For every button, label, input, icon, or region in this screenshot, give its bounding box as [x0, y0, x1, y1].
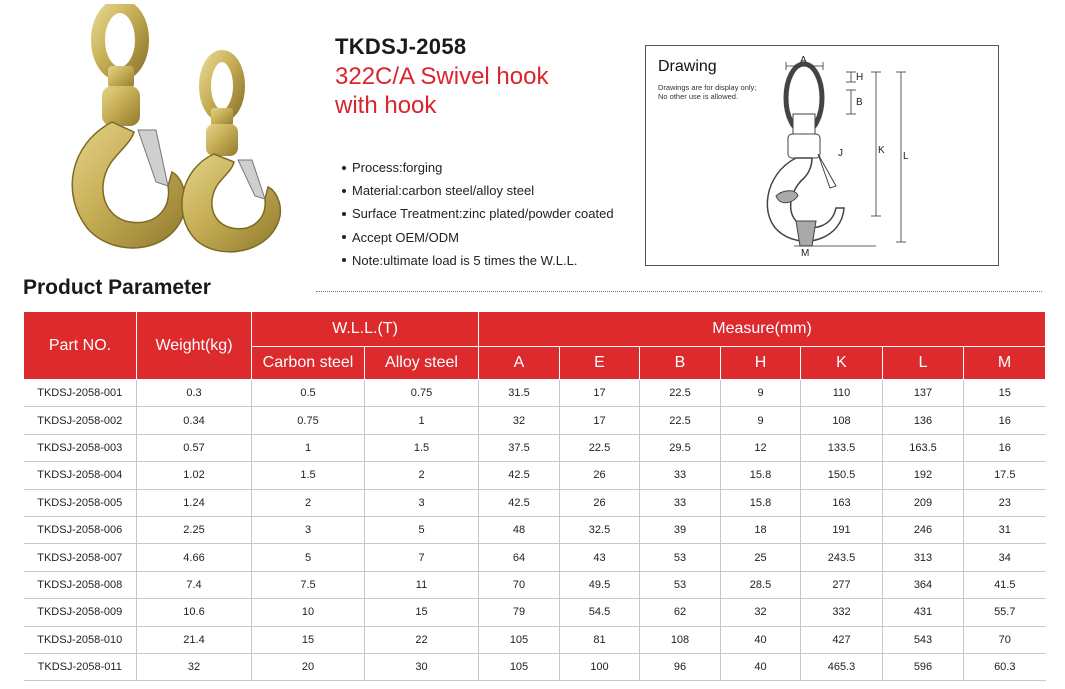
- feature-text: Material:carbon steel/alloy steel: [352, 183, 535, 199]
- table-cell: 110: [801, 380, 883, 407]
- table-row: [24, 653, 1046, 680]
- part-number-cell: TKDSJ-2058-001: [24, 380, 137, 407]
- table-cell: 37.5: [479, 434, 560, 461]
- table-cell: 40: [721, 626, 801, 653]
- header-dim-h: H: [721, 347, 801, 380]
- table-cell: 15: [252, 626, 365, 653]
- bullet-icon: [342, 258, 346, 262]
- table-row: [24, 571, 1046, 598]
- table-cell: 4.66: [137, 544, 252, 571]
- table-cell: 21.4: [137, 626, 252, 653]
- table-cell: 7.5: [252, 571, 365, 598]
- table-cell: 364: [883, 571, 964, 598]
- header-alloy-steel: Alloy steel: [365, 347, 479, 380]
- part-number-cell: TKDSJ-2058-009: [24, 599, 137, 626]
- table-cell: 1.5: [365, 434, 479, 461]
- table-cell: 42.5: [479, 462, 560, 489]
- table-cell: 0.34: [137, 407, 252, 434]
- table-cell: 1.02: [137, 462, 252, 489]
- table-cell: 33: [640, 462, 721, 489]
- parameter-table: [23, 311, 1046, 681]
- header-measure: Measure(mm): [479, 312, 1046, 347]
- header-dim-b: B: [640, 347, 721, 380]
- table-cell: 15: [365, 599, 479, 626]
- table-cell: 427: [801, 626, 883, 653]
- header-part-no: Part NO.: [24, 312, 137, 380]
- header-wll: W.L.L.(T): [252, 312, 479, 347]
- feature-item: [340, 156, 614, 179]
- table-cell: 12: [721, 434, 801, 461]
- part-number-cell: TKDSJ-2058-002: [24, 407, 137, 434]
- table-cell: 9: [721, 407, 801, 434]
- table-cell: 137: [883, 380, 964, 407]
- table-cell: 105: [479, 626, 560, 653]
- table-cell: 10.6: [137, 599, 252, 626]
- table-cell: 39: [640, 516, 721, 543]
- table-cell: 246: [883, 516, 964, 543]
- feature-text: Process:forging: [352, 160, 443, 175]
- table-cell: 209: [883, 489, 964, 516]
- table-cell: 43: [560, 544, 640, 571]
- table-cell: 15.8: [721, 462, 801, 489]
- feature-text: Surface Treatment:zinc plated/powder coated: [352, 206, 614, 222]
- table-cell: 54.5: [560, 599, 640, 626]
- table-cell: 136: [883, 407, 964, 434]
- part-number-cell: TKDSJ-2058-003: [24, 434, 137, 461]
- dim-label-m: M: [801, 248, 810, 259]
- table-cell: 30: [365, 653, 479, 680]
- table-cell: 60.3: [964, 653, 1046, 680]
- table-cell: 53: [640, 544, 721, 571]
- table-cell: 17: [560, 380, 640, 407]
- table-cell: 0.75: [365, 380, 479, 407]
- table-cell: 243.5: [801, 544, 883, 571]
- table-cell: 0.75: [252, 407, 365, 434]
- feature-item: [340, 249, 614, 272]
- table-cell: 15: [964, 380, 1046, 407]
- table-cell: 1.5: [252, 462, 365, 489]
- bullet-icon: [342, 212, 346, 216]
- table-row: [24, 407, 1046, 434]
- table-row: [24, 599, 1046, 626]
- table-cell: 9: [721, 380, 801, 407]
- bullet-icon: [342, 189, 346, 193]
- table-cell: 29.5: [640, 434, 721, 461]
- table-cell: 26: [560, 489, 640, 516]
- header-weight: Weight(kg): [137, 312, 252, 380]
- bullet-icon: [342, 166, 346, 170]
- table-cell: 10: [252, 599, 365, 626]
- table-row: [24, 516, 1046, 543]
- table-cell: 70: [964, 626, 1046, 653]
- table-cell: 16: [964, 407, 1046, 434]
- table-row: [24, 380, 1046, 407]
- table-cell: 11: [365, 571, 479, 598]
- section-title: Product Parameter: [23, 276, 211, 299]
- model-number: TKDSJ-2058: [335, 34, 467, 59]
- table-cell: 596: [883, 653, 964, 680]
- table-cell: 108: [640, 626, 721, 653]
- header-dim-k: K: [801, 347, 883, 380]
- table-cell: 31.5: [479, 380, 560, 407]
- table-cell: 3: [365, 489, 479, 516]
- table-cell: 25: [721, 544, 801, 571]
- table-cell: 34: [964, 544, 1046, 571]
- product-photo: [60, 4, 305, 266]
- table-cell: 79: [479, 599, 560, 626]
- table-cell: 1.24: [137, 489, 252, 516]
- table-cell: 62: [640, 599, 721, 626]
- table-cell: 2.25: [137, 516, 252, 543]
- feature-text: Accept OEM/ODM: [352, 229, 459, 245]
- table-cell: 22.5: [640, 380, 721, 407]
- dim-label-h: H: [856, 72, 864, 83]
- table-cell: 100: [560, 653, 640, 680]
- drawing-note: No other use is allowed.: [658, 92, 739, 101]
- table-cell: 42.5: [479, 489, 560, 516]
- feature-item: [340, 226, 614, 249]
- feature-list: [340, 156, 614, 272]
- table-cell: 32.5: [560, 516, 640, 543]
- table-cell: 28.5: [721, 571, 801, 598]
- table-cell: 17: [560, 407, 640, 434]
- dim-label-k: K: [878, 145, 885, 156]
- table-cell: 465.3: [801, 653, 883, 680]
- table-cell: 32: [137, 653, 252, 680]
- table-cell: 1: [252, 434, 365, 461]
- table-cell: 22.5: [560, 434, 640, 461]
- table-cell: 81: [560, 626, 640, 653]
- dim-label-b: B: [856, 97, 863, 108]
- technical-drawing: [645, 45, 999, 266]
- table-row: [24, 544, 1046, 571]
- drawing-note: Drawings are for display only;: [658, 83, 757, 92]
- small-hook-image: [182, 56, 280, 252]
- table-cell: 108: [801, 407, 883, 434]
- table-cell: 3: [252, 516, 365, 543]
- table-cell: 150.5: [801, 462, 883, 489]
- table-cell: 2: [365, 462, 479, 489]
- header-dim-l: L: [883, 347, 964, 380]
- table-cell: 64: [479, 544, 560, 571]
- table-cell: 313: [883, 544, 964, 571]
- table-cell: 0.3: [137, 380, 252, 407]
- table-cell: 7: [365, 544, 479, 571]
- product-title-line1: 322C/A Swivel hook: [335, 63, 549, 90]
- table-cell: 48: [479, 516, 560, 543]
- table-cell: 23: [964, 489, 1046, 516]
- table-cell: 133.5: [801, 434, 883, 461]
- table-cell: 32: [721, 599, 801, 626]
- dim-label-l: L: [903, 151, 909, 162]
- drawing-title: Drawing: [658, 58, 717, 75]
- table-cell: 7.4: [137, 571, 252, 598]
- table-cell: 40: [721, 653, 801, 680]
- table-cell: 2: [252, 489, 365, 516]
- part-number-cell: TKDSJ-2058-004: [24, 462, 137, 489]
- table-cell: 53: [640, 571, 721, 598]
- table-row: [24, 434, 1046, 461]
- feature-item: [340, 202, 614, 225]
- table-cell: 431: [883, 599, 964, 626]
- part-number-cell: TKDSJ-2058-010: [24, 626, 137, 653]
- large-hook-image: [72, 6, 185, 248]
- table-cell: 163: [801, 489, 883, 516]
- table-row: [24, 626, 1046, 653]
- table-cell: 18: [721, 516, 801, 543]
- table-cell: 16: [964, 434, 1046, 461]
- product-title: [335, 62, 548, 120]
- table-cell: 49.5: [560, 571, 640, 598]
- part-number-cell: TKDSJ-2058-011: [24, 653, 137, 680]
- table-cell: 26: [560, 462, 640, 489]
- feature-item: [340, 179, 614, 202]
- bullet-icon: [342, 235, 346, 239]
- table-cell: 17.5: [964, 462, 1046, 489]
- part-number-cell: TKDSJ-2058-006: [24, 516, 137, 543]
- header-dim-m: M: [964, 347, 1046, 380]
- table-cell: 543: [883, 626, 964, 653]
- part-number-cell: TKDSJ-2058-007: [24, 544, 137, 571]
- table-cell: 105: [479, 653, 560, 680]
- table-cell: 31: [964, 516, 1046, 543]
- table-cell: 0.57: [137, 434, 252, 461]
- header-carbon-steel: Carbon steel: [252, 347, 365, 380]
- table-cell: 5: [252, 544, 365, 571]
- header-dim-e: E: [560, 347, 640, 380]
- table-row: [24, 489, 1046, 516]
- table-cell: 277: [801, 571, 883, 598]
- table-cell: 70: [479, 571, 560, 598]
- table-cell: 96: [640, 653, 721, 680]
- header-dim-a: A: [479, 347, 560, 380]
- table-cell: 22.5: [640, 407, 721, 434]
- table-body: [24, 380, 1046, 681]
- table-cell: 15.8: [721, 489, 801, 516]
- dim-label-a: A: [800, 55, 807, 66]
- table-cell: 191: [801, 516, 883, 543]
- table-cell: 20: [252, 653, 365, 680]
- hook-drawing-svg: [646, 46, 1000, 267]
- table-cell: 22: [365, 626, 479, 653]
- dim-label-j: J: [838, 148, 843, 159]
- table-cell: 55.7: [964, 599, 1046, 626]
- table-cell: 5: [365, 516, 479, 543]
- product-title-line2: with hook: [335, 92, 437, 119]
- table-cell: 33: [640, 489, 721, 516]
- table-cell: 192: [883, 462, 964, 489]
- table-cell: 41.5: [964, 571, 1046, 598]
- feature-text: Note:ultimate load is 5 times the W.L.L.: [352, 252, 578, 268]
- part-number-cell: TKDSJ-2058-005: [24, 489, 137, 516]
- table-cell: 32: [479, 407, 560, 434]
- table-cell: 163.5: [883, 434, 964, 461]
- table-cell: 0.5: [252, 380, 365, 407]
- table-cell: 1: [365, 407, 479, 434]
- part-number-cell: TKDSJ-2058-008: [24, 571, 137, 598]
- table-row: [24, 462, 1046, 489]
- table-cell: 332: [801, 599, 883, 626]
- divider: [316, 291, 1042, 292]
